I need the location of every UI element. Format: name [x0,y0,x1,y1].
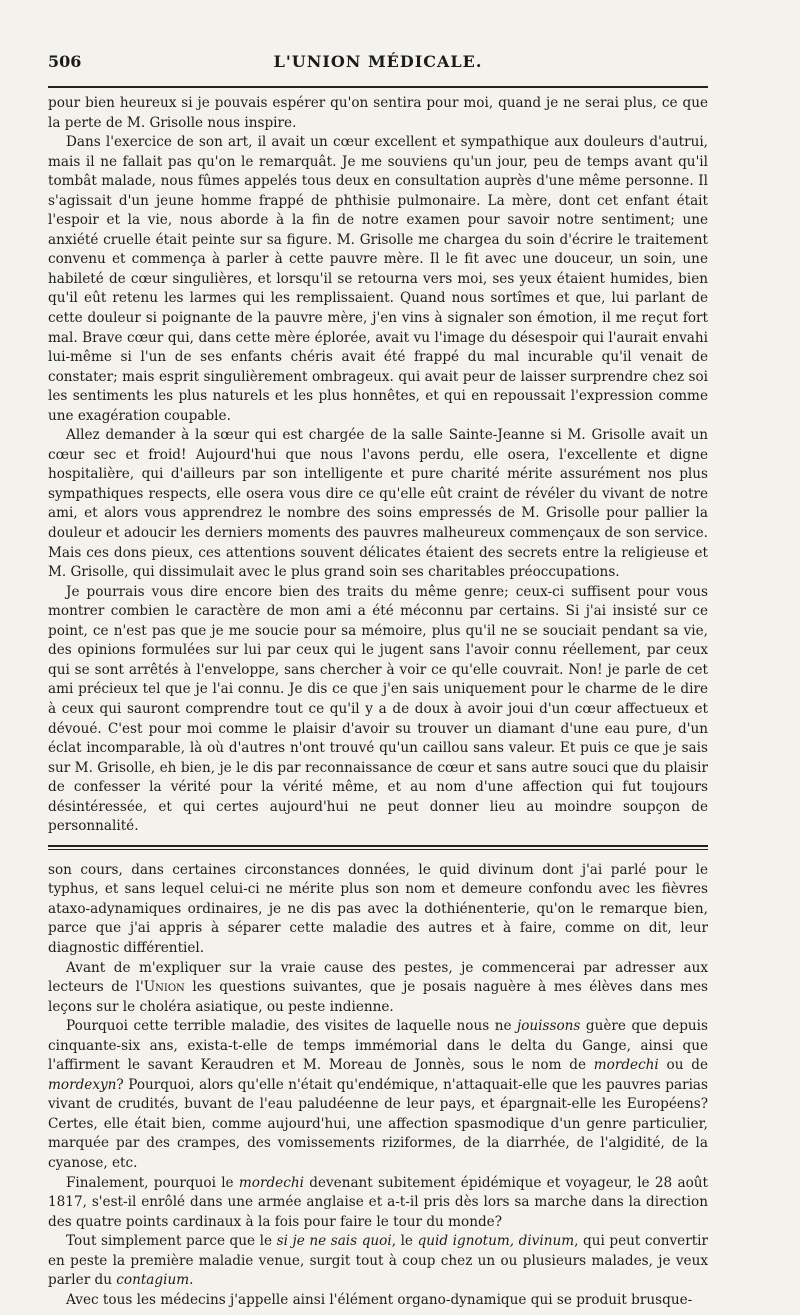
document-page [48,52,708,1310]
header-rule [48,86,708,88]
paragraph: Avant de m'expliquer sur la vraie cause des pestes, je commencerai par adresser aux lecteurs de l'Union les questions suivantes, que je posais naguère à mes élèves dans mes leçons sur le choléra asiatique, ou peste indienne. [48,959,708,1015]
paragraph: Allez demander à la sœur qui est chargée de la salle Sainte-Jeanne si M. Grisolle avait un cœur sec et froid! Aujourd'hui que nous l'avons perdu, elle osera, l'excellente et digne hospitalière, qui d'ailleurs par son intelligente et pure charité mérite assurément nos plus sympathiques respects, elle osera vous dire ce qu'elle eût craint de révéler du vivant de notre ami, et alors vous apprendrez le nombre des soins empressés de M. Grisolle pour pallier la douleur et adoucir les derniers moments des pauvres malheureux commençaux de son service. Mais ces dons pieux, ces attentions souvent délicates étaient des secrets entre la religieuse et M. Grisolle, qui dissimulait avec le plus grand soin ses charitables préoccupations. [48,427,708,581]
paragraph: Pourquoi cette terrible maladie, des visites de laquelle nous ne jouissons guère que depuis cinquante-six ans, exista-t-elle de temps immémorial dans le delta du Gange, ainsi que l'affirment le savant Keraudren et M. Moreau de Jonnès, sous le nom de mordechi ou de mordexyn? Pourquoi, alors qu'elle n'était qu'endémique, n'attaquait-elle que les pauvres parias vivant de crudités, buvant de l'eau paludéenne de leur pays, et épargnait-elle les Européens? Certes, elle était bien, comme aujourd'hui, une affection spasmodique d'un genre particulier, marquée par des crampes, des vomissements riziformes, de la diarrhée, de l'algidité, de la cyanose, etc. [48,1018,709,1171]
page-number: 506 [48,52,82,71]
paragraph: Dans l'exercice de son art, il avait un cœur excellent et sympathique aux douleurs d'autrui, mais il ne fallait pas qu'on le remarquât. Je me souviens qu'un jour, peu de temps avant qu'il tombât malade, nous fûmes appelés tous deux en consultation auprès d'une même personne. Il s'agissait d'un jeune homme frappé de phthisie pulmonaire. La mère, dont cet enfant était l'espoir et la vie, nous aborde à la fin de notre examen pour savoir notre sentiment; une anxiété cruelle était peinte sur sa figure. M. Grisolle me chargea du soin d'écrire le traitement convenu et commença à parler à cette pauvre mère. Il le fit avec une douceur, un soin, une habileté de cœur singulières, et lorsqu'il se retourna vers moi, ses yeux étaient humides, bien qu'il eût retenu les larmes qui les remplissaient. Quand nous sortîmes et que, lui parlant de cette douleur si poignante de la pauvre mère, j'en vins à signaler son émotion, il me reçut fort mal. Brave cœur qui, dans cette mère éplorée, avait vu l'image du désespoir qui l'aurait envahi lui-même si l'un de ses enfants chéris avait été frappé du mal incurable qu'il venait de constater; mais esprit singulièrement ombrageux. qui avait peur de laisser surprendre chez soi les sentiments les plus naturels et les plus honnêtes, et qui en repoussait l'expression comme une exagération coupable. [48,134,708,424]
journal-title: L'UNION MÉDICALE. [273,52,483,71]
paragraph: Je pourrais vous dire encore bien des traits du même genre; ceux-ci suffisent pour vous montrer combien le caractère de mon ami a été méconnu par certains. Si j'ai insisté sur ce point, ce n'est pas que je me soucie pour sa mémoire, plus qu'il ne se souciait pendant sa vie, des opinions formulées sur lui par ceux qui le jugent sans l'avoir connu réellement, par ceux qui se sont arrêtés à l'enveloppe, sans chercher à voir ce qu'elle couvrait. Non! je parle de cet ami précieux tel que je l'ai connu. Je dis ce que j'en sais uniquement pour le charme de le dire à ceux qui sauront comprendre tout ce qu'il y a de doux à avoir joui d'un cœur affectueux et dévoué. C'est pour moi comme le plaisir d'avoir su trouver un diamant d'une eau pure, d'un éclat incomparable, là où d'autres n'ont trouvé qu'un caillou sans valeur. Et puis ce que je sais sur M. Grisolle, eh bien, je le dis par reconnaissance de cœur et sans autre souci que du plaisir de confesser la vérité pour la vérité même, et au nom d'une affection qui fut toujours désintéressée, et qui certes aujourd'hui ne peut donner lieu au moindre soupçon de personnalité. [48,583,708,835]
section-separator [48,845,708,850]
page-header [48,52,708,86]
paragraph: pour bien heureux si je pouvais espérer qu'on sentira pour moi, quand je ne serai plus, ce que la perte de M. Grisolle nous inspire. [48,95,708,131]
lower-article [48,861,708,1311]
paragraph: Tout simplement parce que le si je ne sais quoi, le quid ignotum, divinum, qui peut convertir en peste la première maladie venue, surgit tout à coup chez un ou plusieurs malades, je veux parler du contagium. [48,1233,709,1289]
paragraph: Avec tous les médecins j'appelle ainsi l'élément organo-dynamique qui se produit brusque- [66,1291,693,1308]
journal-name: Union [143,979,185,996]
upper-article [48,94,708,837]
paragraph: Finalement, pourquoi le mordechi devenant subitement épidémique et voyageur, le 28 août 1817, s'est-il enrôlé dans une armée anglaise et a-t-il pris dès lors sa marche dans la direction des quatre points cardinaux à la fois pour faire le tour du monde? [48,1174,708,1230]
paragraph: son cours, dans certaines circonstances données, le quid divinum dont j'ai parlé pour le typhus, et sans lequel celui-ci ne mérite plus son nom et demeure confondu avec les fièvres ataxo-adynamiques ordinaires, je ne dis pas avec la dothiénenterie, qu'on le remarque bien, parce que j'ai appris à séparer cette maladie des autres et à faire, comme on dit, leur diagnostic différentiel. [48,861,708,956]
